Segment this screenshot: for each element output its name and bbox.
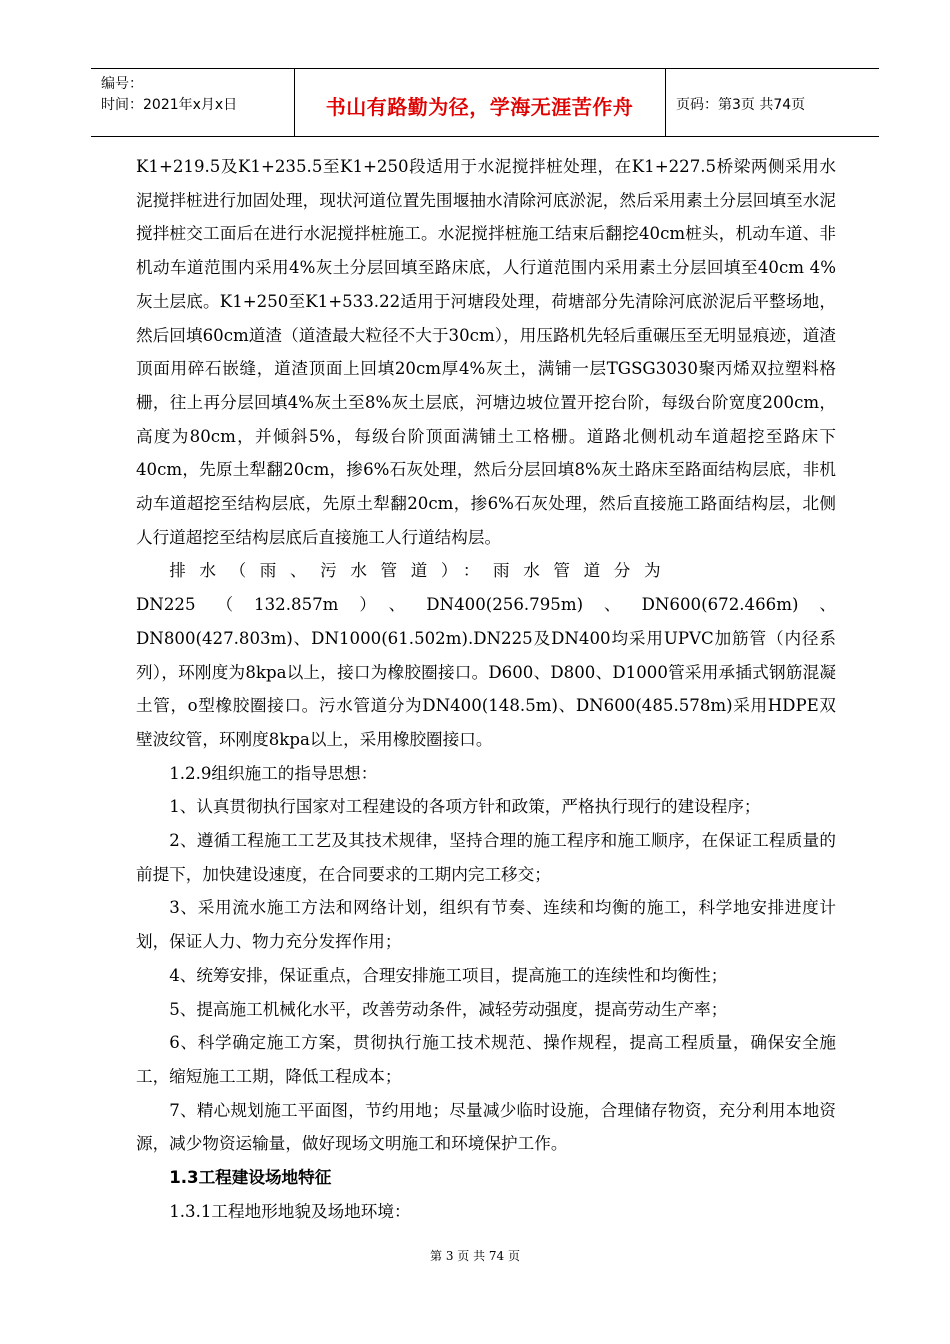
header-info-cell — [91, 69, 295, 136]
section-1-3-1-title: 1.3.1工程地形地貌及场地环境： — [169, 1201, 411, 1221]
header-page-cell — [666, 69, 879, 136]
list-item: 6、科学确定施工方案，贯彻执行施工技术规范、操作规程，提高工程质量，确保安全施工，缩短施工工期，降低工程成本； — [136, 1033, 836, 1086]
header-motto-cell — [294, 69, 666, 136]
paragraph-soil-treatment: K1+219.5及K1+235.5至K1+250段适用于水泥搅拌桩处理，在K1+227.5桥梁两侧采用水泥搅拌桩进行加固处理，现状河道位置先围堰抽水清除河底淤泥，然后采用素土分层回填至水泥搅拌桩交工面后在进行水泥搅拌桩施工。水泥搅拌桩施工结束后翻挖40cm桩头，机动车道、非机动车道范围内采用4%灰土分层回填至路床底，人行道范围内采用素土分层回填至40cm 4%灰土层底。K1+250至K1+533.22适用于河塘段处理，荷塘部分先清除河底淤泥后平整场地，然后回填60cm道渣（道渣最大粒径不大于30cm），用压路机先轻后重碾压至无明显痕迹，道渣顶面用碎石嵌缝，道渣顶面上回填20cm厚4%灰土，满铺一层TGSG3030聚丙烯双拉塑料格栅，往上再分层回填4%灰土至8%灰土层底，河塘边坡位置开挖台阶，每级台阶宽度200cm，高度为80cm，并倾斜5%，每级台阶顶面满铺土工格栅。道路北侧机动车道超挖至路床下40cm，先原土犁翻20cm，掺6%石灰处理，然后分层回填8%灰土路床至路面结构层底，非机动车道超挖至结构层底，先原土犁翻20cm，掺6%石灰处理，然后直接施工路面结构层，北侧人行道超挖至结构层底后直接施工人行道结构层。 — [136, 157, 836, 547]
page-header — [91, 68, 879, 137]
section-1-2-9-title: 1.2.9组织施工的指导思想： — [169, 763, 378, 783]
page-label: 页码：第3页 共74页 — [676, 97, 806, 113]
list-item: 4、统筹安排，保证重点，合理安排施工项目，提高施工的连续性和均衡性； — [169, 965, 728, 985]
time-label: 时间：2021年x月x日 — [101, 97, 238, 113]
list-item: 5、提高施工机械化水平，改善劳动条件，减轻劳动强度，提高劳动生产率； — [169, 999, 728, 1019]
motto: 书山有路勤为径，学海无涯苦作舟 — [325, 95, 634, 119]
list-item: 2、遵循工程施工工艺及其技术规律，坚持合理的施工程序和施工顺序，在保证工程质量的前提下，加快建设速度，在合同要求的工期内完工移交； — [136, 831, 836, 884]
paragraph-drainage: DN225（132.857m）、DN400(256.795m)、DN600(672.466m)、DN800(427.803m)、DN1000(61.502m).DN225及DN400均采用UPVC加筋管（内径系列），环刚度为8kpa以上，接口为橡胶圈接口。D600、D800、D1000管采用承插式钢筋混凝土管，o型橡胶圈接口。污水管道分为DN400(148.5m)、DN600(485.578m)采用HDPE双壁波纹管，环刚度8kpa以上，采用橡胶圈接口。 — [136, 595, 836, 749]
list-item: 7、精心规划施工平面图，节约用地；尽量减少临时设施，合理储存物资，充分利用本地资源，减少物资运输量，做好现场文明施工和环境保护工作。 — [136, 1100, 836, 1154]
section-1-3-heading: 1.3工程建设场地特征 — [169, 1168, 332, 1188]
list-item: 1、认真贯彻执行国家对工程建设的各项方针和政策，严格执行现行的建设程序； — [169, 797, 761, 817]
list-item: 3、采用流水施工方法和网络计划，组织有节奏、连续和均衡的施工，科学地安排进度计划，保证人力、物力充分发挥作用； — [136, 898, 836, 952]
document-body — [136, 150, 836, 1229]
code-label: 编号： — [101, 76, 143, 92]
paragraph-drainage-heading: 排水（雨、污水管道）：雨水管道分为 — [169, 561, 675, 581]
page-footer: 第 3 页 共 74 页 — [430, 1249, 520, 1263]
